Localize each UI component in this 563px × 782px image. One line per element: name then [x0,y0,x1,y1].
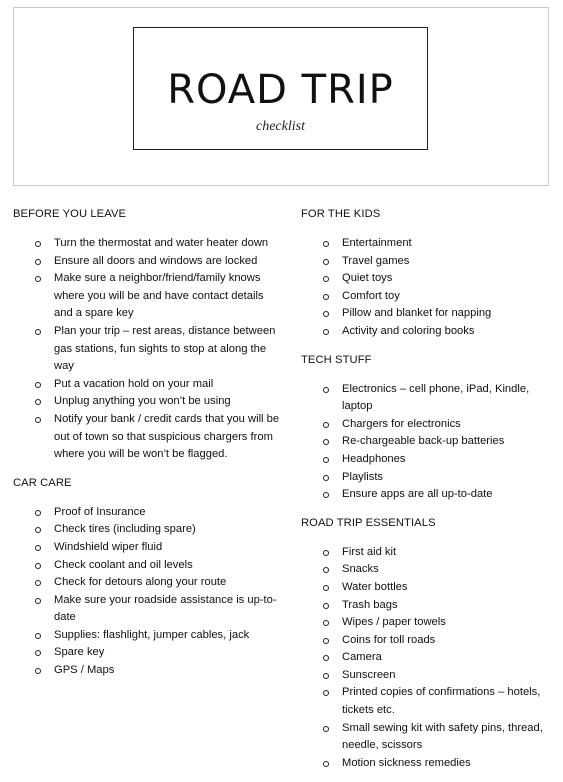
checklist-item-text: Chargers for electronics [342,417,461,430]
checklist-item-text: Headphones [342,452,406,465]
checklist-item-text: Snacks [342,563,379,576]
checklist-item [13,270,283,323]
checklist-item [301,632,551,650]
section-gap [13,464,283,476]
checklist-item-text: Make sure your roadside assistance is up-to-date [54,593,277,624]
circle-bullet-icon [35,598,41,604]
circle-bullet-icon [323,492,329,498]
checklist-item-text: Travel games [342,254,410,267]
checklist-item [301,323,551,341]
checklist-item [13,627,283,645]
circle-bullet-icon [35,417,41,423]
checklist-item-text: Check tires (including spare) [54,523,196,536]
checklist-item-text: Ensure apps are all up-to-date [342,488,493,501]
checklist-item-text: Wipes / paper towels [342,616,446,629]
checklist-item [13,644,283,662]
checklist-item [13,504,283,522]
checklist-item-text: Notify your bank / credit cards that you will be out of town so that suspicious chargers from where you will be won’t be flagged. [54,412,280,461]
checklist-item [301,649,551,667]
circle-bullet-icon [35,241,41,247]
circle-bullet-icon [323,439,329,445]
checklist-item [13,557,283,575]
checklist [13,504,283,680]
checklist-item-text: Quiet toys [342,272,393,285]
circle-bullet-icon [35,382,41,388]
circle-bullet-icon [35,633,41,639]
checklist-item [13,393,283,411]
right-column [301,207,551,772]
checklist-item-text: Camera [342,651,382,664]
checklist-item-text: Water bottles [342,580,408,593]
checklist [301,235,551,341]
circle-bullet-icon [323,387,329,393]
title-gap [13,490,283,504]
checklist-item-text: Spare key [54,646,105,659]
circle-bullet-icon [323,329,329,335]
circle-bullet-icon [323,620,329,626]
section-title: CAR CARE [13,476,72,489]
checklist-item-text: Printed copies of confirmations – hotels, tickets etc. [342,686,541,717]
checklist [13,235,283,464]
checklist-item-text: Coins for toll roads [342,633,436,646]
checklist-item-text: Supplies: flashlight, jumper cables, jack [54,628,250,641]
checklist-item [301,305,551,323]
checklist-item-text: Entertainment [342,237,412,249]
title-gap [13,221,283,235]
checklist-item-text: Electronics – cell phone, iPad, Kindle, laptop [342,382,530,413]
circle-bullet-icon [323,241,329,247]
section-title: ROAD TRIP ESSENTIALS [301,516,436,529]
circle-bullet-icon [323,603,329,609]
checklist-item-text: Proof of Insurance [54,505,146,518]
circle-bullet-icon [35,650,41,656]
checklist-item [13,574,283,592]
section-road-trip-essentials [301,516,551,773]
circle-bullet-icon [323,690,329,696]
circle-bullet-icon [35,276,41,282]
checklist [301,544,551,773]
checklist-item-text: Turn the thermostat and water heater down [54,237,269,249]
title-gap [301,367,551,381]
checklist-item [301,235,551,253]
checklist-item-text: Sunscreen [342,668,396,681]
circle-bullet-icon [35,545,41,551]
checklist-item-text: Unplug anything you won’t be using [54,395,231,408]
checklist-item-text: Small sewing kit with safety pins, thread, needle, scissors [342,721,543,752]
checklist-item-text: Check for detours along your route [54,576,227,589]
checklist-item-text: Windshield wiper fluid [54,540,163,553]
checklist-item [13,662,283,680]
checklist-item-text: Comfort toy [342,289,400,302]
title-box [133,27,428,150]
section-for-the-kids [301,207,551,341]
title-gap [301,221,551,235]
checklist-item [301,684,551,719]
checklist-item [301,451,551,469]
circle-bullet-icon [323,550,329,556]
section-title: BEFORE YOU LEAVE [13,208,127,220]
circle-bullet-icon [323,655,329,661]
circle-bullet-icon [35,668,41,674]
checklist [301,381,551,504]
circle-bullet-icon [323,673,329,679]
checklist-item-text: Plan your trip – rest areas, distance between gas stations, fun sights to stop at along the way [54,324,276,373]
circle-bullet-icon [323,475,329,481]
circle-bullet-icon [35,259,41,265]
circle-bullet-icon [323,726,329,732]
circle-bullet-icon [323,294,329,300]
circle-bullet-icon [323,638,329,644]
section-title: TECH STUFF [301,353,372,366]
checklist-item [301,416,551,434]
circle-bullet-icon [323,585,329,591]
checklist-item [13,521,283,539]
checklist-item-text: First aid kit [342,545,397,558]
circle-bullet-icon [323,276,329,282]
circle-bullet-icon [35,399,41,405]
circle-bullet-icon [323,567,329,573]
circle-bullet-icon [323,259,329,265]
circle-bullet-icon [323,311,329,317]
checklist-item-text: Trash bags [342,598,398,611]
checklist-item [301,288,551,306]
circle-bullet-icon [323,761,329,767]
checklist-item [301,755,551,773]
circle-bullet-icon [323,457,329,463]
section-tech-stuff [301,353,551,504]
checklist-item [301,270,551,288]
checklist-item [301,720,551,755]
checklist-item [301,667,551,685]
checklist-item-text: Motion sickness remedies [342,756,471,769]
checklist-item [301,579,551,597]
checklist-item [13,253,283,271]
checklist-item [301,381,551,416]
circle-bullet-icon [35,563,41,569]
checklist-item [13,235,283,253]
section-title: FOR THE KIDS [301,208,381,220]
checklist-item-text: Pillow and blanket for napping [342,307,492,320]
circle-bullet-icon [35,527,41,533]
checklist-item [13,323,283,376]
checklist-item [301,544,551,562]
checklist-item-text: Make sure a neighbor/friend/family knows where you will be and have contact details and a spare key [54,272,264,320]
checklist-item-text: Re-chargeable back-up batteries [342,435,505,448]
checklist-item-text: Activity and coloring books [342,324,475,337]
checklist-item [301,433,551,451]
checklist-item [301,253,551,271]
title-gap [301,530,551,544]
checklist-item [13,411,283,464]
checklist-item-text: GPS / Maps [54,664,115,677]
circle-bullet-icon [35,329,41,335]
checklist-item-text: Put a vacation hold on your mail [54,377,214,390]
checklist-item [13,592,283,627]
checklist-item-text: Playlists [342,470,384,483]
left-column [13,207,283,680]
checklist-item [301,469,551,487]
circle-bullet-icon [323,422,329,428]
section-car-care [13,476,283,680]
section-before-you-leave [13,207,283,464]
checklist-item [13,376,283,394]
checklist-item-text: Ensure all doors and windows are locked [54,254,258,267]
section-gap [301,504,551,516]
checklist-item-text: Check coolant and oil levels [54,558,193,571]
page-subtitle: checklist [256,119,305,134]
checklist-item [301,614,551,632]
checklist-item [301,597,551,615]
section-gap [301,341,551,353]
circle-bullet-icon [35,510,41,516]
checklist-item [301,561,551,579]
page-title: ROAD TRIP [167,67,394,113]
checklist-item [301,486,551,504]
checklist-item [13,539,283,557]
circle-bullet-icon [35,580,41,586]
